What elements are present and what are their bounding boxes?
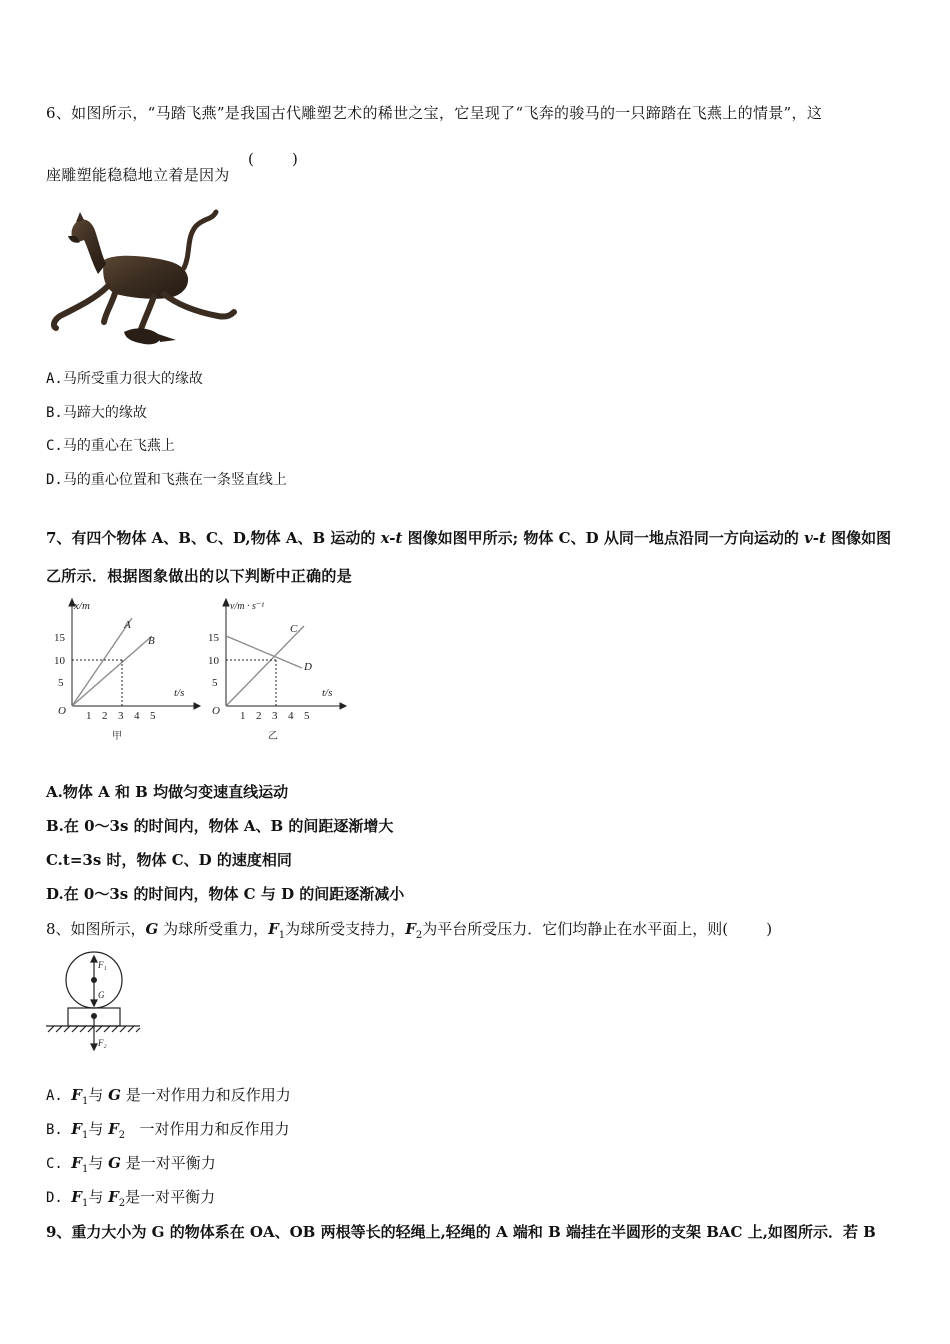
diagram-g-label: G xyxy=(98,990,105,1000)
q8-option-a-tail: 是一对作用力和反作用力 xyxy=(120,1086,291,1104)
q8-option-b-tail: 一对作用力和反作用力 xyxy=(125,1120,290,1138)
graph-yi-label-d: D xyxy=(304,661,312,673)
q7-line1-c: 图像如图 xyxy=(825,529,892,547)
diagram-f2-label: F₂ xyxy=(98,1038,107,1048)
q8-option-b-f: F xyxy=(71,1120,82,1138)
diagram-f1-label: F₁ xyxy=(98,960,107,970)
graph-jia-label-a: A xyxy=(124,619,131,631)
q7-option-d: D.在 0～3s 的时间内，物体 C 与 D 的间距逐渐减小 xyxy=(46,885,405,903)
graph-yi-ytick-5: 5 xyxy=(212,677,218,689)
q7-line2: 乙所示．根据图象做出的以下判断中正确的是 xyxy=(46,567,353,585)
q8-option-b-fsub: 1 xyxy=(81,1130,89,1141)
graph-yi-xlabel: t/s xyxy=(322,687,333,699)
q8-option-a-f: F xyxy=(71,1086,82,1104)
graph-jia-ytick-10: 10 xyxy=(54,655,65,667)
q8-line1 xyxy=(46,918,772,941)
q8-text-d: 为平台所受压力．它们均静止在水平面上，则( ) xyxy=(422,920,773,938)
q8-option-d-prefix: D. xyxy=(46,1190,72,1206)
graph-yi-xtick-1: 1 xyxy=(240,710,246,722)
q8-f1-sub: 1 xyxy=(278,930,286,941)
graph-jia-xtick-5: 5 xyxy=(150,710,156,722)
q8-option-b-prefix: B. xyxy=(46,1122,72,1138)
q8-f2: F xyxy=(405,920,416,938)
q6-option-d: D.马的重心位置和飞燕在一条竖直线上 xyxy=(46,472,287,488)
graph-yi-xtick-3: 3 xyxy=(272,710,278,722)
graph-yi-xtick-2: 2 xyxy=(256,710,262,722)
graph-jia-origin: O xyxy=(58,705,66,717)
graph-yi-xtick-4: 4 xyxy=(288,710,294,722)
q7-line1-a: 7、有四个物体 A、B、C、D,物体 A、B 运动的 xyxy=(46,529,381,547)
q8-option-c-f: F xyxy=(71,1154,82,1172)
q8-option-a xyxy=(46,1084,291,1107)
q8-option-c-tail: 是一对平衡力 xyxy=(120,1154,216,1172)
q6-line2: 座雕塑能稳稳地立着是因为 xyxy=(46,166,230,184)
graph-yi-ytick-10: 10 xyxy=(208,655,219,667)
q7-option-b: B.在 0～3s 的时间内，物体 A、B 的间距逐渐增大 xyxy=(46,817,394,835)
graph-jia-xtick-3: 3 xyxy=(118,710,124,722)
ball-platform-diagram xyxy=(44,948,144,1056)
graph-jia-ytick-5: 5 xyxy=(58,677,64,689)
q6-option-b: B.马蹄大的缘故 xyxy=(46,405,147,421)
graph-yi-ytick-15: 15 xyxy=(208,632,219,644)
graph-jia xyxy=(52,596,202,746)
platform-center-dot xyxy=(91,1013,97,1019)
graph-jia-xtick-2: 2 xyxy=(102,710,108,722)
graph-yi-origin: O xyxy=(212,705,220,717)
q8-option-c-fsub: 1 xyxy=(81,1164,89,1175)
q8-option-a-mid: 与 xyxy=(88,1086,109,1104)
q8-option-c-mid: 与 xyxy=(88,1154,109,1172)
q8-option-d-b: F xyxy=(108,1188,119,1206)
q6-answer-paren: ( ) xyxy=(248,150,298,168)
q8-option-d-f: F xyxy=(71,1188,82,1206)
q8-text-b: 为球所受重力， xyxy=(158,920,269,938)
graph-yi-line-c xyxy=(226,626,304,706)
graph-yi-caption: 乙 xyxy=(268,731,278,742)
q7-xt: x-t xyxy=(380,529,403,547)
graph-jia-ylabel: x/m xyxy=(74,600,90,612)
graph-jia-xtick-1: 1 xyxy=(86,710,92,722)
q8-option-c xyxy=(46,1152,216,1175)
q7-option-c: C.t=3s 时，物体 C、D 的速度相同 xyxy=(46,851,292,869)
graph-jia-ytick-15: 15 xyxy=(54,632,65,644)
graph-yi-xtick-5: 5 xyxy=(304,710,310,722)
graph-yi-line-d xyxy=(226,636,302,668)
q7-line1 xyxy=(46,527,891,548)
graph-jia-label-b: B xyxy=(148,635,155,647)
q8-option-b-mid: 与 xyxy=(88,1120,109,1138)
graph-yi xyxy=(204,596,354,746)
graph-yi-label-c: C xyxy=(290,623,298,635)
graph-jia-xtick-4: 4 xyxy=(134,710,140,722)
q8-text-a: 8、如图所示， xyxy=(46,920,146,938)
graph-jia-caption: 甲 xyxy=(112,731,122,742)
horse-statue-figure xyxy=(46,208,241,350)
q8-option-b-b: F xyxy=(108,1120,119,1138)
q8-g: G xyxy=(145,920,159,938)
q8-option-d-bsub: 2 xyxy=(118,1198,126,1209)
q8-option-c-prefix: C. xyxy=(46,1156,72,1172)
q8-option-d xyxy=(46,1186,215,1209)
q8-option-d-mid: 与 xyxy=(88,1188,109,1206)
q8-option-d-tail: 是一对平衡力 xyxy=(125,1188,216,1206)
q8-option-b xyxy=(46,1118,289,1141)
q7-line1-b: 图像如图甲所示; 物体 C、D 从同一地点沿同一方向运动的 xyxy=(402,529,805,547)
q6-line1: 6、如图所示，“马踏飞燕”是我国古代雕塑艺术的稀世之宝，它呈现了“飞奔的骏马的一只蹄踏在飞燕上的情景”，这 xyxy=(46,104,823,122)
graph-yi-ylabel: v/m · s⁻¹ xyxy=(230,601,265,612)
ball-center-dot xyxy=(91,977,97,983)
q8-text-c: 为球所受支持力， xyxy=(285,920,406,938)
q8-option-a-b: G xyxy=(108,1086,121,1104)
q7-vt: v-t xyxy=(804,529,826,547)
q9-line1: 9、重力大小为 G 的物体系在 OA、OB 两根等长的轻绳上,轻绳的 A 端和 B 端挂在半圆形的支架 BAC 上,如图所示．若 B xyxy=(46,1223,876,1241)
q8-option-d-fsub: 1 xyxy=(81,1198,89,1209)
q8-f1: F xyxy=(268,920,279,938)
q8-f2-sub: 2 xyxy=(415,930,423,941)
q8-option-a-fsub: 1 xyxy=(81,1096,89,1107)
q7-option-a: A.物体 A 和 B 均做匀变速直线运动 xyxy=(46,783,289,801)
q6-option-c: C.马的重心在飞燕上 xyxy=(46,438,175,454)
q8-option-a-prefix: A. xyxy=(46,1088,72,1104)
q8-option-c-b: G xyxy=(108,1154,121,1172)
q6-option-a: A.马所受重力很大的缘故 xyxy=(46,371,203,387)
graph-jia-xlabel: t/s xyxy=(174,687,185,699)
q8-option-b-bsub: 2 xyxy=(118,1130,126,1141)
